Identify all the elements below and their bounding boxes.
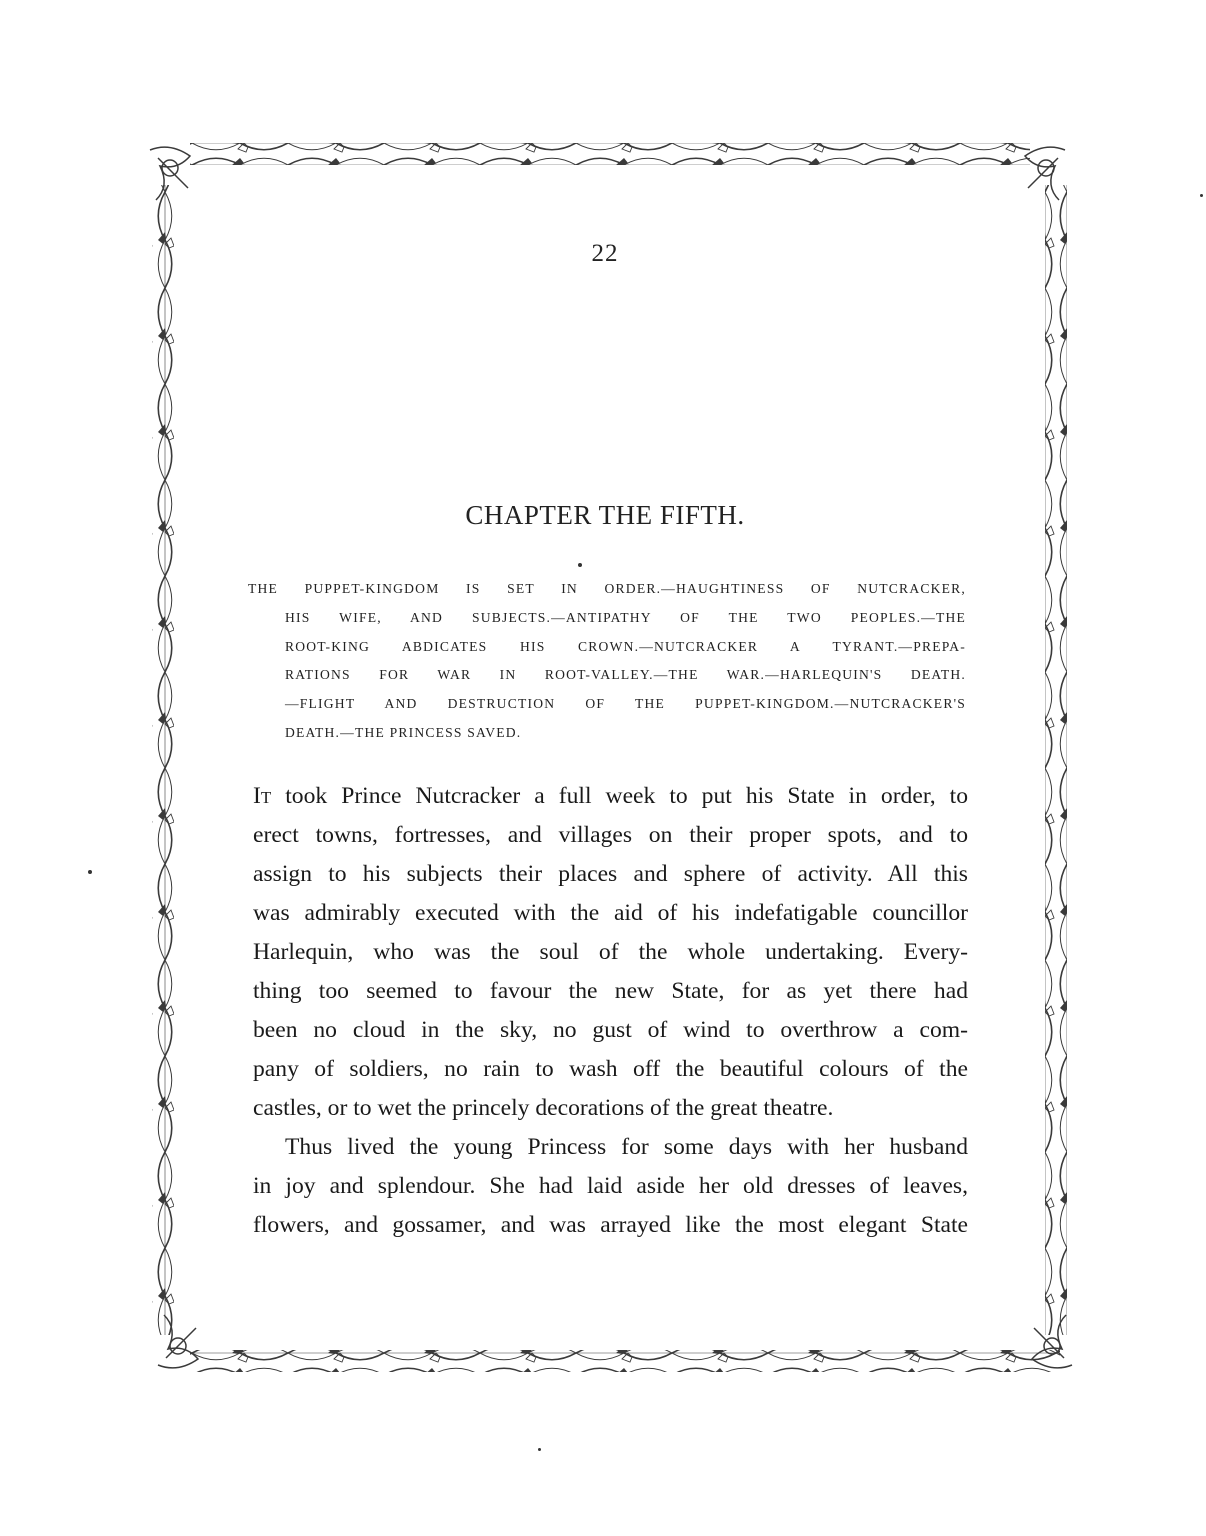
text-line: pany of soldiers, no rain to wash off the beautiful colours of the	[253, 1056, 968, 1082]
first-line-rest: took Prince Nutcracker a full week to put his State in order, to	[271, 783, 968, 809]
text-line: erect towns, fortresses, and villages on their proper spots, and to	[253, 822, 968, 848]
paragraph-2-first-line: Thus lived the young Princess for some days with her husband	[285, 1134, 968, 1160]
ink-speck	[578, 563, 582, 567]
summary-line: DEATH.—THE PRINCESS SAVED.	[285, 724, 522, 740]
text-line: been no cloud in the sky, no gust of wind to overthrow a com-	[253, 1017, 968, 1043]
chapter-title: CHAPTER THE FIFTH.	[465, 500, 745, 530]
text-line: was admirably executed with the aid of his indefatigable councillor	[253, 900, 968, 926]
text-line: flowers, and gossamer, and was arrayed like the most elegant State	[253, 1212, 968, 1238]
summary-line: —FLIGHT AND DESTRUCTION OF THE PUPPET-KINGDOM.—NUTCRACKER'S	[285, 696, 966, 712]
summary-line: HIS WIFE, AND SUBJECTS.—ANTIPATHY OF THE TWO PEOPLES.—THE	[285, 609, 966, 625]
summary-line: THE PUPPET-KINGDOM IS SET IN ORDER.—HAUGHTINESS OF NUTCRACKER,	[248, 581, 966, 596]
paragraph-1-first-line	[253, 777, 968, 816]
text-line: thing too seemed to favour the new State, for as yet there had	[253, 978, 968, 1004]
chapter-summary	[248, 575, 966, 748]
border-top	[190, 143, 1030, 165]
page-number: 22	[591, 240, 619, 267]
border-left	[152, 185, 174, 1335]
border-right	[1045, 185, 1067, 1335]
body-text	[253, 777, 968, 1245]
text-line: in joy and splendour. She had laid aside her old dresses of leaves,	[253, 1173, 968, 1199]
ink-speck	[1200, 194, 1203, 197]
text-line: Harlequin, who was the soul of the whole undertaking. Every-	[253, 939, 968, 965]
drop-word: It	[253, 783, 272, 809]
border-bottom	[190, 1350, 1060, 1372]
ink-speck	[88, 870, 92, 874]
text-line: assign to his subjects their places and sphere of activity. All this	[253, 861, 968, 887]
ink-speck	[538, 1448, 541, 1451]
summary-line: ROOT-KING ABDICATES HIS CROWN.—NUTCRACKER A TYRANT.—PREPA-	[285, 638, 966, 654]
summary-line: RATIONS FOR WAR IN ROOT-VALLEY.—THE WAR.—HARLEQUIN'S DEATH.	[285, 667, 966, 683]
text-line: castles, or to wet the princely decorations of the great theatre.	[253, 1095, 834, 1121]
